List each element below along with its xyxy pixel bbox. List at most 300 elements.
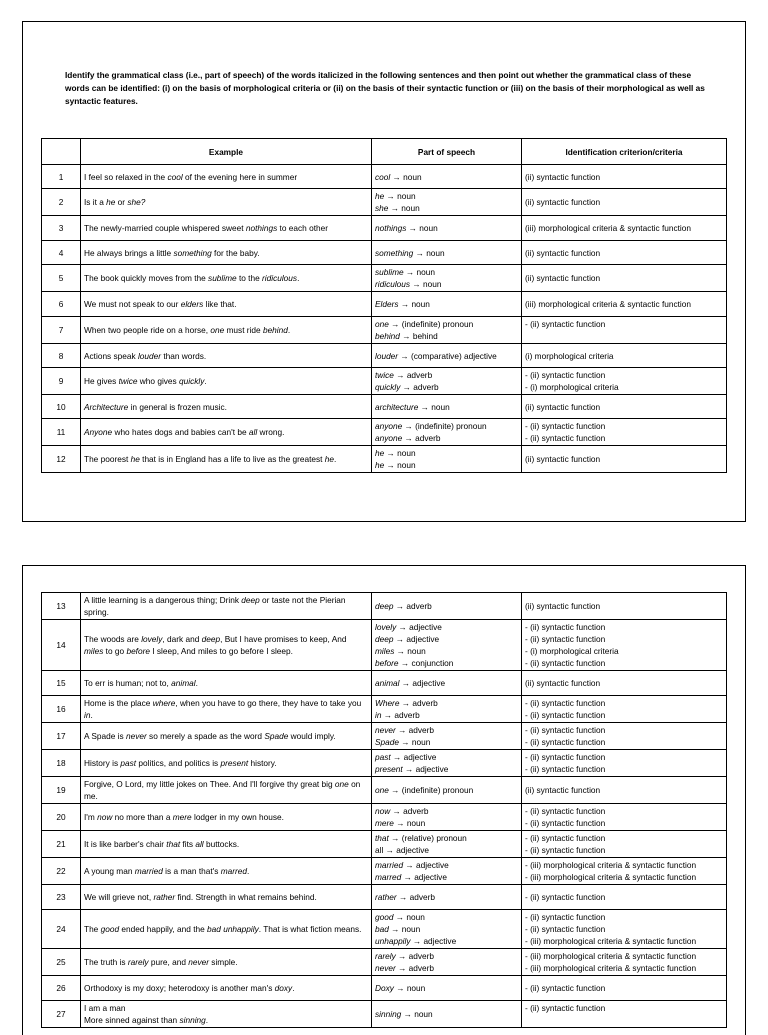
italic-word: ridiculous: [375, 279, 411, 289]
criteria-line: (ii) syntactic function: [525, 401, 601, 412]
criteria-line: - (iii) morphological criteria & syntactic function: [525, 936, 697, 946]
italic-word: before: [126, 646, 150, 656]
criteria-line: - (i) morphological criteria: [525, 382, 619, 392]
text-run: → adverb: [393, 601, 432, 611]
text-run: We must not speak to our: [84, 299, 181, 309]
text-run: → noun: [390, 171, 422, 182]
example-cell: [81, 292, 372, 317]
text-run: He gives: [84, 376, 119, 386]
italic-word: rarely: [375, 951, 396, 961]
criteria-line: - (ii) syntactic function: [525, 892, 606, 902]
example-cell: [81, 241, 372, 265]
italic-word: sublime: [375, 267, 404, 277]
italic-word: animal: [375, 678, 400, 688]
italic-word: he: [375, 191, 385, 201]
pos-line: [375, 298, 518, 310]
text-run: → (comparative) adjective: [398, 350, 497, 361]
text-run: → noun: [403, 267, 435, 277]
italic-word: where: [152, 698, 176, 708]
italic-word: good: [100, 924, 120, 934]
text-run: → conjunction: [398, 658, 454, 668]
text-run: He always brings a little: [84, 247, 174, 258]
text-run: → noun: [410, 279, 442, 289]
text-run: → adverb: [396, 892, 435, 902]
text-run: .: [195, 678, 198, 688]
table-row: [42, 949, 727, 976]
pos-line: [375, 677, 518, 689]
text-run: → adjective: [410, 936, 457, 946]
text-run: who hates dogs and babies can't be: [112, 427, 249, 437]
table-row: [42, 344, 727, 368]
text-run: → adverb: [402, 433, 441, 443]
italic-word: never: [375, 725, 396, 735]
text-run: so merely a spade as the word: [146, 731, 265, 741]
italic-word: ridiculous: [262, 273, 298, 283]
example-cell: [81, 671, 372, 696]
row-number: 13: [42, 593, 81, 620]
text-run: → (indefinite) pronoun: [388, 319, 474, 329]
criteria-cell: [522, 976, 727, 1001]
italic-word: quickly: [375, 382, 401, 392]
italic-word: she?: [127, 197, 146, 207]
text-run: → adverb: [395, 725, 435, 735]
part-of-speech-cell: [372, 165, 522, 189]
criteria-cell: [522, 317, 727, 344]
text-run: .: [90, 710, 93, 720]
italic-word: deep: [375, 634, 394, 644]
criteria-line: - (iii) morphological criteria & syntactic function: [525, 872, 697, 882]
pos-line: [375, 633, 518, 645]
italic-word: miles: [84, 646, 104, 656]
text-run: I am a man: [84, 1003, 126, 1013]
text-run: → noun: [406, 223, 438, 233]
text-run: no more than a: [112, 812, 173, 822]
italic-word: animal: [171, 678, 196, 688]
pos-line: [375, 709, 518, 721]
italic-word: architecture: [375, 401, 419, 412]
criteria-line: (ii) syntactic function: [525, 678, 601, 688]
table-row: [42, 446, 727, 473]
text-run: Forgive, O Lord, my little jokes on Thee. And I'll forgive thy great big: [84, 779, 335, 789]
italic-word: elders: [180, 299, 204, 309]
part-of-speech-cell: [372, 976, 522, 1001]
italic-word: rather: [375, 892, 397, 902]
header-part-of-speech: Part of speech: [372, 139, 522, 165]
italic-word: present: [220, 758, 249, 768]
italic-word: Architecture: [84, 401, 129, 412]
part-of-speech-cell: [372, 620, 522, 671]
row-number: 26: [42, 976, 81, 1001]
part-of-speech-cell: [372, 419, 522, 446]
italic-word: deep: [241, 595, 260, 605]
text-run: pure, and: [148, 957, 189, 967]
text-run: → behind: [399, 331, 438, 341]
part-of-speech-cell: [372, 395, 522, 419]
grammar-table-part-1: [41, 138, 727, 473]
text-run: for the baby.: [211, 247, 260, 258]
part-of-speech-cell: [372, 885, 522, 910]
text-run: To err is human; not to,: [84, 678, 172, 688]
text-run: → adjective: [403, 860, 449, 870]
criteria-line: - (ii) syntactic function: [525, 737, 606, 747]
part-of-speech-cell: [372, 777, 522, 804]
part-of-speech-cell: [372, 723, 522, 750]
table-row: [42, 165, 727, 189]
table-row: [42, 593, 727, 620]
criteria-cell: [522, 831, 727, 858]
example-cell: [81, 976, 372, 1001]
pos-line: [375, 266, 518, 278]
text-run: all → adjective: [375, 845, 429, 855]
criteria-cell: [522, 750, 727, 777]
pos-line: [375, 751, 518, 763]
pos-line: [375, 350, 518, 362]
text-run: than words.: [161, 350, 207, 361]
table-row: [42, 241, 727, 265]
pos-line: [375, 247, 518, 259]
text-run: → noun: [394, 646, 426, 656]
criteria-line: (ii) syntactic function: [525, 247, 601, 258]
italic-word: unhappily: [223, 924, 259, 934]
text-run: is a man that's: [162, 866, 221, 876]
example-line: [84, 1014, 368, 1026]
example-cell: [81, 165, 372, 189]
italic-word: Spade: [375, 737, 399, 747]
table-row: [42, 696, 727, 723]
italic-word: one: [210, 325, 225, 335]
text-run: ended happily, and the: [119, 924, 208, 934]
text-run: → adverb: [395, 963, 435, 973]
pos-line: [375, 891, 518, 903]
italic-word: he: [375, 448, 385, 458]
row-number: 14: [42, 620, 81, 671]
criteria-line: - (ii) syntactic function: [525, 833, 606, 843]
criteria-line: - (iii) morphological criteria & syntactic function: [525, 963, 697, 973]
table-row: [42, 368, 727, 395]
italic-word: all: [195, 839, 204, 849]
italic-word: miles: [375, 646, 395, 656]
part-of-speech-cell: [372, 241, 522, 265]
text-run: must ride: [224, 325, 263, 335]
italic-word: one: [375, 319, 389, 329]
italic-word: one: [375, 785, 389, 795]
italic-word: Elders: [375, 299, 399, 309]
italic-word: that: [375, 833, 389, 843]
example-cell: [81, 858, 372, 885]
row-number: 4: [42, 241, 81, 265]
example-cell: [81, 265, 372, 292]
text-run: or taste not the Pierian spring.: [84, 595, 346, 617]
text-run: Home is the place: [84, 698, 153, 708]
text-run: on me.: [84, 779, 361, 801]
row-number: 3: [42, 216, 81, 241]
part-of-speech-cell: [372, 696, 522, 723]
row-number: 10: [42, 395, 81, 419]
text-run: I sleep, And miles to go before I sleep.: [149, 646, 293, 656]
example-cell: [81, 723, 372, 750]
table-header-row: [42, 139, 727, 165]
text-run: → noun: [384, 191, 416, 201]
pos-line: [375, 923, 518, 935]
italic-word: good: [375, 912, 394, 922]
italic-word: mere: [375, 818, 394, 828]
italic-word: all: [248, 427, 258, 437]
italic-word: in: [375, 710, 382, 720]
text-run: would imply.: [288, 731, 336, 741]
italic-word: before: [375, 658, 399, 668]
text-run: A young man: [84, 866, 135, 876]
italic-word: louder: [137, 350, 162, 361]
text-run: lodger in my own house.: [191, 812, 284, 822]
text-run: → noun: [399, 737, 431, 747]
text-run: → (indefinite) pronoun: [388, 785, 474, 795]
table-row: [42, 777, 727, 804]
text-run: that is in England has a life to live as the greatest: [139, 454, 325, 464]
part-of-speech-cell: [372, 344, 522, 368]
text-run: The book quickly moves from the: [84, 273, 209, 283]
text-run: → noun: [418, 401, 450, 412]
italic-word: Spade: [264, 731, 289, 741]
part-of-speech-cell: [372, 292, 522, 317]
table-row: [42, 189, 727, 216]
criteria-line: (ii) syntactic function: [525, 197, 601, 207]
example-cell: [81, 395, 372, 419]
text-run: A little learning is a dangerous thing; Drink: [84, 595, 242, 605]
text-run: → noun: [388, 924, 421, 934]
table-row: [42, 620, 727, 671]
part-of-speech-cell: [372, 265, 522, 292]
part-of-speech-cell: [372, 317, 522, 344]
row-number: 18: [42, 750, 81, 777]
pos-line: [375, 911, 518, 923]
text-run: .: [205, 1015, 209, 1025]
row-number: 2: [42, 189, 81, 216]
pos-line: [375, 381, 518, 393]
criteria-line: - (ii) syntactic function: [525, 1003, 606, 1013]
pos-line: [375, 784, 518, 796]
text-run: The newly-married couple whispered sweet: [84, 223, 246, 233]
italic-word: married: [375, 860, 404, 870]
criteria-line: - (ii) syntactic function: [525, 818, 606, 828]
text-run: .: [247, 866, 250, 876]
italic-word: he: [375, 460, 385, 470]
row-number: 16: [42, 696, 81, 723]
criteria-cell: [522, 241, 727, 265]
part-of-speech-cell: [372, 750, 522, 777]
row-number: 27: [42, 1001, 81, 1028]
italic-word: that: [166, 839, 181, 849]
italic-word: behind: [375, 331, 400, 341]
text-run: → adverb: [400, 382, 439, 392]
table-row: [42, 395, 727, 419]
pos-line: [375, 278, 518, 290]
row-number: 9: [42, 368, 81, 395]
example-cell: [81, 750, 372, 777]
text-run: → adverb: [399, 698, 438, 708]
text-run: , dark and: [162, 634, 202, 644]
document-page-1: [22, 21, 746, 522]
italic-word: bad: [207, 924, 221, 934]
table-row: [42, 976, 727, 1001]
text-run: .: [204, 376, 207, 386]
text-run: . That is what fiction means.: [258, 924, 362, 934]
example-cell: [81, 620, 372, 671]
criteria-cell: [522, 189, 727, 216]
example-cell: [81, 344, 372, 368]
text-run: More sinned against than: [84, 1015, 180, 1025]
italic-word: he: [130, 454, 140, 464]
italic-word: Where: [375, 698, 400, 708]
text-run: in general is frozen music.: [128, 401, 227, 412]
example-cell: [81, 831, 372, 858]
text-run: → adjective: [396, 622, 442, 632]
pos-line: [375, 401, 518, 413]
text-run: When two people ride on a horse,: [84, 325, 211, 335]
criteria-line: (ii) syntactic function: [525, 454, 601, 464]
pos-line: [375, 844, 518, 856]
example-cell: [81, 885, 372, 910]
text-run: , But I have promises to keep, And: [220, 634, 347, 644]
pos-line: [375, 600, 518, 612]
italic-word: lovely: [141, 634, 163, 644]
pos-line: [375, 621, 518, 633]
criteria-line: - (ii) syntactic function: [525, 698, 606, 708]
criteria-line: (iii) morphological criteria & syntactic function: [525, 299, 691, 309]
instructions-text: Identify the grammatical class (i.e., part of speech) of the words italicized in the following sentences and then point out whether the grammatical class of these words can be identified: (i) on the basis of morphological criteria or (ii) on the basis of their syntactic function or (iii) on the basis of their morphological as well as syntactic features.: [65, 70, 705, 106]
text-run: I feel so relaxed in the: [84, 171, 168, 182]
row-number: 8: [42, 344, 81, 368]
text-run: → noun: [398, 299, 430, 309]
text-run: → adjective: [401, 872, 447, 882]
part-of-speech-cell: [372, 804, 522, 831]
italic-word: rarely: [127, 957, 149, 967]
text-run: → noun: [393, 818, 426, 828]
criteria-line: - (ii) syntactic function: [525, 319, 606, 329]
text-run: wrong.: [257, 427, 285, 437]
italic-word: behind: [262, 325, 288, 335]
text-run: → noun: [393, 983, 426, 993]
italic-word: deep: [201, 634, 221, 644]
text-run: We will grieve not,: [84, 892, 154, 902]
pos-line: [375, 962, 518, 974]
table-row: [42, 317, 727, 344]
criteria-cell: [522, 949, 727, 976]
criteria-cell: [522, 368, 727, 395]
criteria-cell: [522, 446, 727, 473]
italic-word: unhappily: [375, 936, 411, 946]
italic-word: he: [324, 454, 335, 464]
italic-word: mere: [172, 812, 192, 822]
part-of-speech-cell: [372, 189, 522, 216]
table-row: [42, 750, 727, 777]
row-number: 20: [42, 804, 81, 831]
row-number: 15: [42, 671, 81, 696]
part-of-speech-cell: [372, 858, 522, 885]
text-run: → noun: [413, 247, 445, 258]
italic-word: never: [188, 957, 209, 967]
italic-word: past: [120, 758, 137, 768]
italic-word: married: [134, 866, 163, 876]
text-run: to each other: [277, 223, 328, 233]
italic-word: anyone: [375, 433, 403, 443]
criteria-line: - (iii) morphological criteria & syntactic function: [525, 860, 697, 870]
text-run: → adverb: [381, 710, 420, 720]
part-of-speech-cell: [372, 446, 522, 473]
italic-word: rather: [153, 892, 176, 902]
criteria-cell: [522, 804, 727, 831]
italic-word: sinning: [375, 1009, 402, 1019]
text-run: or: [115, 197, 128, 207]
criteria-cell: [522, 593, 727, 620]
table-row: [42, 216, 727, 241]
header-criteria: Identification criterion/criteria: [522, 139, 727, 165]
example-cell: [81, 696, 372, 723]
row-number: 21: [42, 831, 81, 858]
text-run: Actions speak: [84, 350, 138, 361]
text-run: → adverb: [390, 806, 429, 816]
text-run: → adjective: [393, 634, 440, 644]
italic-word: he: [106, 197, 116, 207]
italic-word: deep: [375, 601, 394, 611]
text-run: .: [334, 454, 337, 464]
pos-line: [375, 724, 518, 736]
italic-word: one: [334, 779, 349, 789]
row-number: 17: [42, 723, 81, 750]
pos-line: [375, 935, 518, 947]
example-cell: [81, 804, 372, 831]
italic-word: marred: [220, 866, 247, 876]
text-run: of the evening here in summer: [182, 171, 298, 182]
document-page-2: [22, 565, 746, 1035]
pos-line: [375, 330, 518, 342]
criteria-line: - (ii) syntactic function: [525, 634, 606, 644]
italic-word: Doxy: [375, 983, 394, 993]
criteria-line: - (ii) syntactic function: [525, 752, 606, 762]
italic-word: marred: [375, 872, 402, 882]
italic-word: now: [97, 812, 113, 822]
table-row: [42, 1001, 727, 1028]
row-number: 6: [42, 292, 81, 317]
criteria-line: - (ii) syntactic function: [525, 370, 606, 380]
pos-line: [375, 950, 518, 962]
criteria-line: - (ii) syntactic function: [525, 806, 606, 816]
example-cell: [81, 419, 372, 446]
italic-word: nothings: [375, 223, 407, 233]
italic-word: doxy: [274, 983, 293, 993]
row-number: 23: [42, 885, 81, 910]
table-row: [42, 910, 727, 949]
text-run: The truth is: [84, 957, 128, 967]
example-cell: [81, 949, 372, 976]
example-cell: [81, 216, 372, 241]
row-number: 25: [42, 949, 81, 976]
criteria-cell: [522, 858, 727, 885]
pos-line: [375, 982, 518, 994]
criteria-cell: [522, 292, 727, 317]
example-cell: [81, 368, 372, 395]
italic-word: something: [173, 247, 212, 258]
text-run: .: [287, 325, 291, 335]
part-of-speech-cell: [372, 593, 522, 620]
pos-line: [375, 736, 518, 748]
italic-word: sublime: [208, 273, 237, 283]
table-row: [42, 671, 727, 696]
criteria-line: - (ii) syntactic function: [525, 845, 606, 855]
example-cell: [81, 189, 372, 216]
pos-line: [375, 318, 518, 330]
pos-line: [375, 871, 518, 883]
text-run: The poorest: [84, 454, 131, 464]
